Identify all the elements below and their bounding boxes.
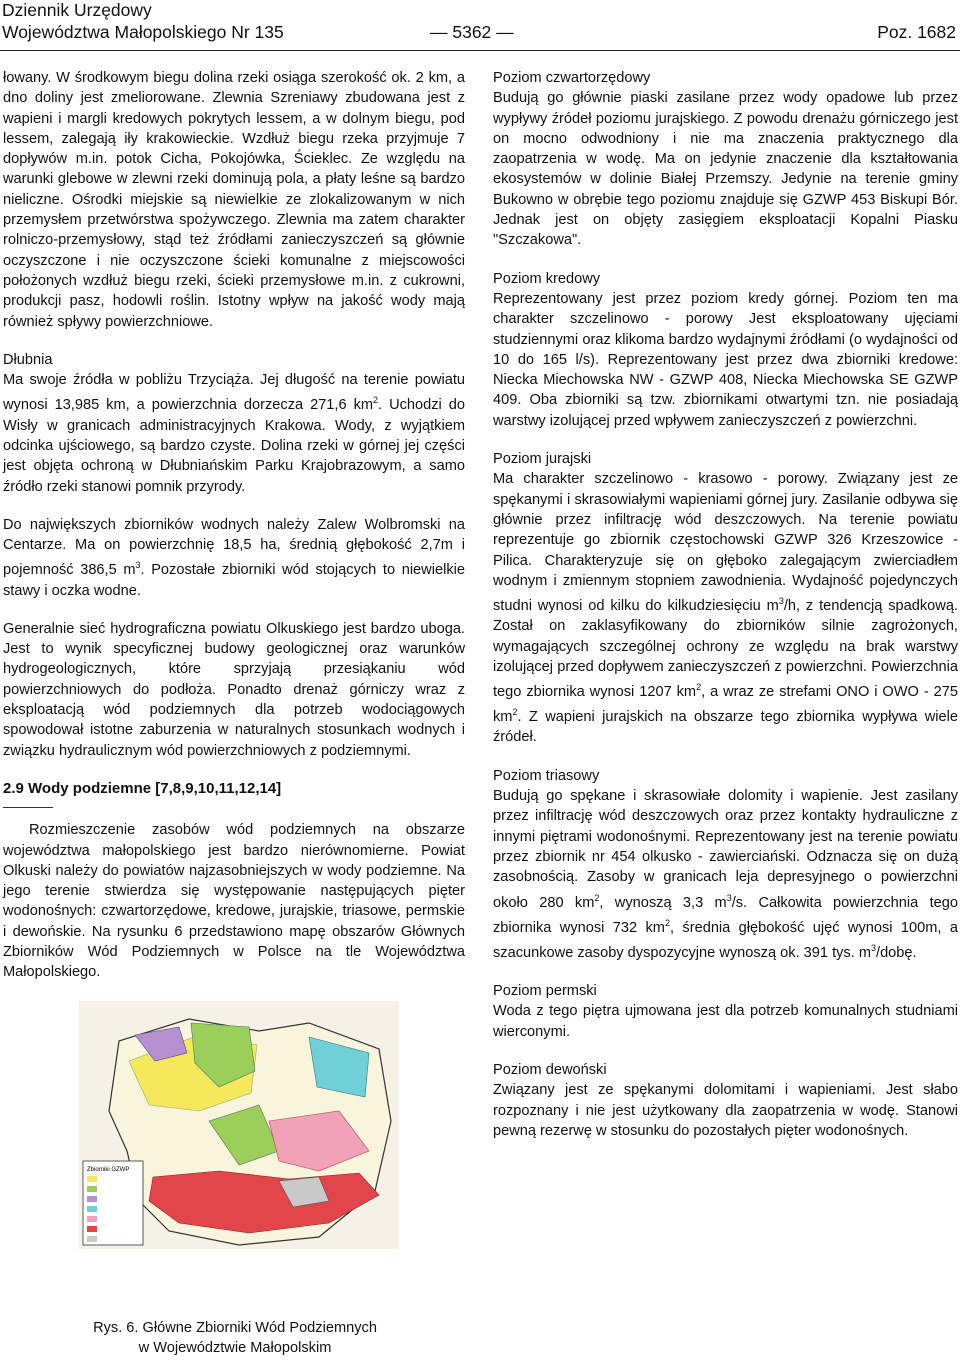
section-rule bbox=[3, 807, 53, 808]
dlubnia-sup: 2 bbox=[373, 395, 379, 406]
paragraph-permian bbox=[493, 981, 958, 1042]
position-number: Poz. 1682 bbox=[877, 22, 956, 42]
triassic-text-a: Budują go spękane i skrasowiałe dolomity i wapienie. Jest zasilany przez infiltrację wód deszczowych oraz przez kontakty hydrauliczne z innymi piętrami wodonośnymi. Reprezentowany jest na terenie powiatu przez zbiornik nr 454 olkusko - zawierciański. Odznacza się on dużą zasobnością. Zasoby w granicach leja depresyjnego o powierzchni około 280 km bbox=[493, 788, 958, 911]
page-number: — 5362 — bbox=[430, 22, 514, 42]
legend-swatch-red bbox=[87, 1226, 97, 1232]
triassic-text-d: , średnia głębokość ujęć wynosi 100m, a szacunkowe zasoby dyspozycyjne wynoszą ok. 391 tys. m bbox=[493, 919, 958, 961]
cretaceous-text: Reprezentowany jest przez poziom kredy górnej. Poziom ten ma charakter szczelinowo - porowy Jest eksploatowany ujęciami studziennymi oraz klikoma bardzo wydajnymi źródłami (o wydajności od 10 do 165 l/s). Reprezentowany jest przez dwa zbiorniki kredowe: Niecka Miechowska NW - GZWP 408, Niecka Miechowska SE GZWP 409. Oba zbiorniki są tzw. zbiornikami otwartymi tzn. nie posiadają warstwy izolującej przed wpływem zanieczyszczeń z powierzchni. bbox=[493, 290, 958, 429]
caption-line-1: Rys. 6. Główne Zbiorniki Wód Podziemnych bbox=[93, 1320, 377, 1336]
legend-swatch-purple bbox=[87, 1196, 97, 1202]
permian-heading: Poziom permski bbox=[493, 983, 597, 1000]
journal-title: Dziennik Urzędowy bbox=[2, 0, 152, 20]
jurassic-sup-3: 2 bbox=[512, 707, 518, 718]
triassic-sup-1: 2 bbox=[594, 892, 600, 903]
jurassic-text-b: /h, z tendencją spadkową. Został on zaklasyfikowany do zbiorników silnie zagrożonych, wymagających szczególnej ochrony ze względu na brak warstwy izolującej przed dopływem zanieczyszczeń z powierzchni. Powierzchnia tego zbiornika wynosi 1207 km bbox=[493, 597, 958, 701]
gzwp-map-svg bbox=[79, 1001, 399, 1249]
triassic-sup-4: 3 bbox=[871, 942, 877, 953]
paragraph-dlubnia bbox=[3, 350, 465, 497]
section-title: 2.9 Wody podziemne [7,8,9,10,11,12,14] bbox=[3, 779, 282, 797]
paragraph-szreniawa: łowany. W środkowym biegu dolina rzeki osiąga szerokość ok. 2 km, a dno doliny jest zmeliorowane. Zlewnia Szreniawy zbudowana jest z wapieni i margli kredowych pokrytych lessem, a w dolnym biegu, pod lessem, zalegają iły krakowieckie. Wzdłuż biegu rzeka przyjmuje 7 dopływów m.in. potok Cicha, Pokojówka, Ścieklec. Ze względu na warunki glebowe w zlewni rzeki dominują pola, a płaty leśne są bardzo nieliczne. Ośrodki miejskie są niewielkie ze zlokalizowanym w nich przemysłem przetwórstwa spożywczego. Zlewnia ma zatem charakter rolniczo-przemysłowy, stąd też źródłami zanieczyszczeń są głównie oczyszczone i nie oczyszczone ścieki komunalne z miejscowości położonych wzdłuż biegu rzeki, ścieki przemysłowe m.in. z cukrowni, produkcji pasz, hodowli roślin. Istotny wpływ na jakość wody mają również spływy powierzchniowe. bbox=[3, 70, 465, 330]
paragraph-zalew bbox=[3, 515, 465, 601]
permian-text: Woda z tego piętra ujmowana jest dla potrzeb komunalnych studniami wierconymi. bbox=[493, 1003, 958, 1040]
jurassic-sup-2: 2 bbox=[696, 682, 702, 693]
legend-swatch-gray bbox=[87, 1236, 97, 1242]
quaternary-text: Budują go głównie piaski zasilane przez wody opadowe lub przez wypływy źródeł poziomu jurajskiego. Z powodu drenażu górniczego jest on mocno odwodniony i nie ma znaczenia praktycznego dla zaopatrzenia w wodę. Ma on jedynie znaczenie dla kształtowania ekosystemów w dolinie Białej Przemszy. Jedynie na terenie gminy Bukowno w obrębie tego poziomu znajduje się GZWP 453 Biskupi Bór. Jednak jest on objęty zasięgiem eksploatacji Kopalni Piasku "Szczakowa". bbox=[493, 90, 958, 249]
paragraph-devonian bbox=[493, 1060, 958, 1141]
legend-swatch-yellow bbox=[87, 1176, 97, 1182]
jurassic-text-a: Ma charakter szczelinowo - krasowo - porowy. Związany jest ze spękanymi i skrasowiałymi wapieniami górnej jury. Zasilanie odbywa się głównie przez infiltrację wód deszczowych. Na terenie powiatu reprezentuje go zbiornik częstochowski GZWP 326 Krzeszowice - Pilica. Charakteryzuje się on głęboko zalegającym zwierciadłem wodnym i zmiennym stopniem zawodnienia. Wydajność pojedynczych studni wynosi od kilku do kilkudziesięciu m bbox=[493, 471, 958, 614]
jurassic-sup-1: 3 bbox=[778, 596, 784, 607]
triassic-text-c: /s. Całkowita powierzchnia tego zbiornika wynosi 732 km bbox=[493, 894, 958, 936]
figure-caption bbox=[0, 1318, 470, 1358]
cretaceous-heading: Poziom kredowy bbox=[493, 270, 601, 287]
page-header bbox=[0, 0, 960, 46]
triassic-sup-3: 2 bbox=[664, 917, 670, 928]
jurassic-heading: Poziom jurajski bbox=[493, 451, 592, 468]
quaternary-heading: Poziom czwartorzędowy bbox=[493, 70, 651, 86]
legend-swatch-cyan bbox=[87, 1206, 97, 1212]
triassic-text-b: , wynoszą 3,3 m bbox=[599, 894, 727, 911]
zalew-text-b: . Pozostałe zbiorniki wód stojących to niewielkie stawy i oczka wodne. bbox=[3, 562, 465, 599]
paragraph-cretaceous bbox=[493, 269, 958, 431]
triassic-heading: Poziom triasowy bbox=[493, 767, 600, 784]
jurassic-text-c: , a wraz ze strefami ONO i OWO - 275 km bbox=[493, 684, 958, 726]
devonian-heading: Poziom dewoński bbox=[493, 1061, 607, 1078]
header-rule bbox=[0, 50, 960, 51]
paragraph-general: Generalnie sieć hydrograficzna powiatu Olkuskiego jest bardzo uboga. Jest to wynik specyficznej budowy geologicznej oraz warunków hydrogeologicznych, które sprzyjają przesiąkaniu wód powierzchniowych do podłoża. Ponadto drenaż górniczy wraz z eksploatacją wód podziemnych dla potrzeb wodociągowych spowodował istotne zaburzenia w naturalnych stosunkach wodnych i związku hydraulicznym wód powierzchniowych z podziemnymi. bbox=[3, 620, 465, 759]
dlubnia-heading: Dłubnia bbox=[3, 351, 53, 368]
zalew-sup: 3 bbox=[135, 560, 141, 571]
triassic-sup-2: 3 bbox=[726, 892, 732, 903]
left-column bbox=[3, 68, 465, 1249]
triassic-text-e: /dobę. bbox=[876, 944, 917, 961]
dlubnia-text-a: Ma swoje źródła w pobliżu Trzyciąża. Jej długość na terenie powiatu wynosi 13,985 km, a powierzchnia dorzecza 271,6 km bbox=[3, 372, 465, 414]
zalew-text-a: Do największych zbiorników wodnych należy Zalew Wolbromski na Centarze. Ma on powierzchnię 18,5 ha, średnią głębokość 2,7m i pojemność 386,5 m bbox=[3, 516, 465, 579]
map-legend-box bbox=[83, 1161, 143, 1245]
paragraph-jurassic bbox=[493, 449, 958, 748]
legend-swatch-green bbox=[87, 1186, 97, 1192]
devonian-text: Związany jest ze spękanymi dolomitami i wapieniami. Jest słabo rozpoznany i nie jest użytkowany dla zaopatrzenia w wodę. Stanowi pewną rezerwę w stosunku do pozostałych pięter wodonośnych. bbox=[493, 1082, 958, 1139]
caption-line-2: w Województwie Małopolskim bbox=[138, 1340, 332, 1356]
paragraph-section: Rozmieszczenie zasobów wód podziemnych na obszarze województwa małopolskiego jest bardzo nierównomierne. Powiat Olkuski należy do powiatów najzasobniejszych w wody podziemne. Na jego terenie stwierdza się występowanie następujących pięter wodonośnych: czwartorzędowe, kredowe, jurajskie, triasowe, permskie i dewońskie. Na rysunku 6 przedstawiono mapę obszarów Głównych Zbiorników Wód Podziemnych w Polsce na tle Województwa Małopolskiego. bbox=[3, 822, 465, 981]
journal-subtitle: Województwa Małopolskiego Nr 135 bbox=[2, 22, 284, 42]
paragraph-quaternary bbox=[493, 68, 958, 251]
dlubnia-text-b: . Uchodzi do Wisły w granicach administracyjnych Krakowa. Wody, z wyjątkiem odcinka ujściowego, są bardzo czyste. Dolina rzeki w górnej jej części jest objęta ochroną w Dłubniańskim Parku Krajobrazowym, a samo źródło rzeki stanowi pomnik przyrody. bbox=[3, 397, 465, 495]
right-column bbox=[493, 68, 958, 1159]
gzwp-map-figure bbox=[79, 1001, 399, 1249]
paragraph-triassic bbox=[493, 766, 958, 963]
legend-swatch-pink bbox=[87, 1216, 97, 1222]
jurassic-text-d: . Z wapieni jurajskich na obszarze tego zbiornika wypływa wiele źródeł. bbox=[493, 709, 958, 746]
map-legend-title: Zbiorniki GZWP bbox=[87, 1166, 130, 1173]
